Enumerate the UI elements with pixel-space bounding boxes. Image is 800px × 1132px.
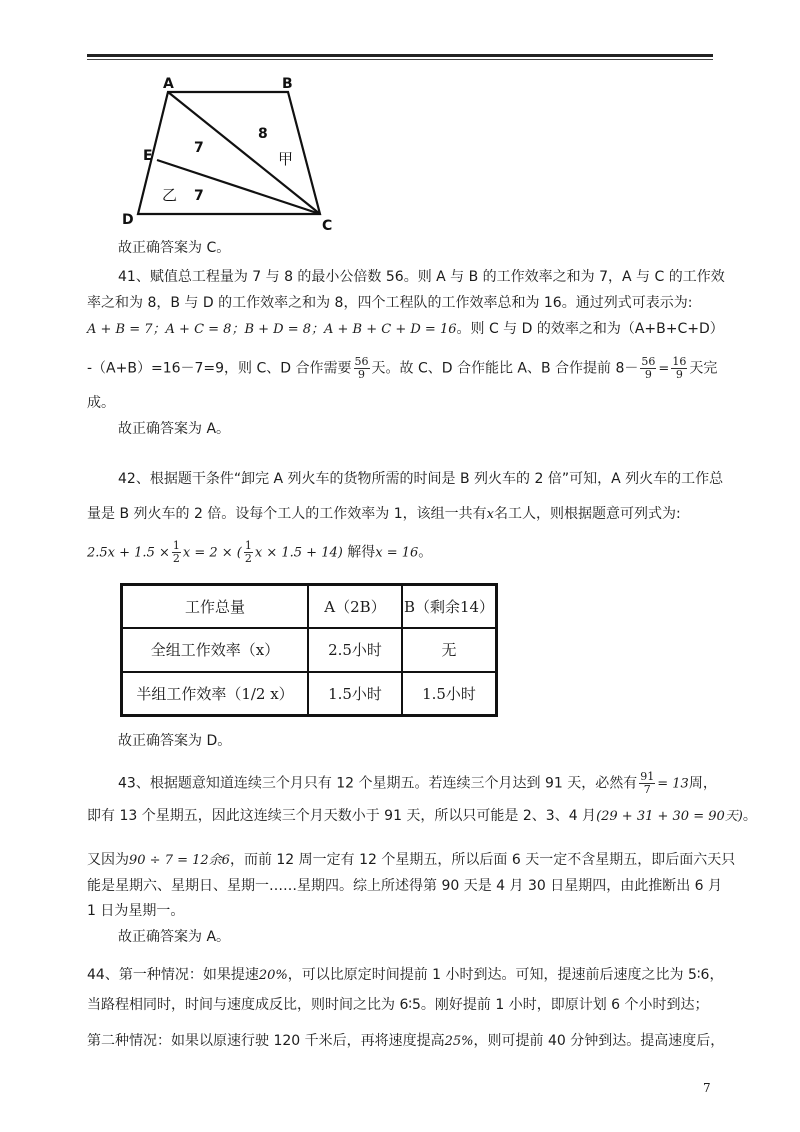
q41-answer: 故正确答案为 A。	[118, 421, 231, 437]
diagonal-ac	[168, 92, 320, 214]
table-cell: 1.5小时	[402, 672, 497, 716]
table-row	[122, 672, 497, 716]
header-rule	[87, 54, 713, 57]
table-header-cell: B（剩余14）	[402, 585, 497, 629]
trapezoid-figure	[110, 72, 350, 232]
q43-line2: 即有 13 个星期五，因此这连续三个月天数小于 91 天，所以只可能是 2、3、4 月(29 + 31 + 30 = 90天)。	[87, 808, 757, 824]
region-7-bottom: 7	[194, 188, 204, 204]
region-8: 8	[258, 126, 268, 142]
vertex-b: B	[282, 76, 293, 92]
q44-line1: 44、第一种情况：如果提速20%，可以比原定时间提前 1 小时到达。可知，提速前后速度之比为 5∶6，	[87, 967, 724, 983]
table-header-row	[122, 585, 497, 629]
table-row	[122, 628, 497, 671]
table-cell: 2.5小时	[308, 628, 402, 671]
q43-line1: 43、根据题意知道连续三个月只有 12 个星期五。若连续三个月达到 91 天，必然有 $\frac{91}{7}$ = 13周，	[118, 770, 717, 796]
q41-line3	[87, 319, 724, 340]
q43-answer: 故正确答案为 A。	[118, 929, 231, 945]
q43-line5: 1 日为星期一。	[87, 903, 185, 919]
table-header-cell: 工作总量	[122, 585, 309, 629]
header-rule-thin	[87, 59, 713, 60]
q42-line2: 量是 B 列火车的 2 倍。设每个工人的工作效率为 1，该组一共有x名工人，则根据题意可列式为:	[87, 506, 681, 522]
q40-answer: 故正确答案为 C。	[118, 240, 231, 256]
q44-line3: 第二种情况：如果以原速行驶 120 千米后，再将速度提高25%，则可提前 40 分钟到达。提高速度后，	[87, 1033, 725, 1049]
q42-equation-line: 2.5x + 1.5 × $\frac{1}{2}$ x = 2 × ( $\frac{1}{2}$ x × 1.5 + 14) 解得x = 16。	[87, 539, 433, 565]
vertex-a: A	[163, 76, 174, 92]
table-cell: 无	[402, 628, 497, 671]
q41-equations: A + B = 7；A + C = 8；B + D = 8；A + B + C + D = 16	[87, 322, 457, 337]
q42-equation: 2.5x + 1.5 ×	[87, 545, 170, 561]
vertex-c: C	[322, 218, 333, 232]
vertex-e: E	[143, 148, 153, 164]
vertex-d: D	[122, 212, 134, 228]
q42-line1: 42、根据题干条件“卸完 A 列火车的货物所需的时间是 B 列火车的 2 倍”可知，A 列火车的工作总	[118, 471, 724, 487]
q43-line3: 又因为90 ÷ 7 = 12余6，而前 12 周一定有 12 个星期五，所以后面 6 天一定不含星期五，即后面六天只	[87, 852, 736, 868]
q42-answer: 故正确答案为 D。	[118, 733, 232, 749]
q43-line4: 能是星期六、星期日、星期一……星期四。综上所述得第 90 天是 4 月 30 日星期四，由此推断出 6 月	[87, 878, 723, 894]
q41-line1: 41、赋值总工程量为 7 与 8 的最小公倍数 56。则 A 与 B 的工作效率之和为 7，A 与 C 的工作效	[118, 269, 725, 285]
region-7-top: 7	[194, 140, 204, 156]
table-cell: 半组工作效率（1/2 x）	[122, 672, 309, 716]
q41-line4: -（A+B）=16－7=9，则 C、D 合作需要 $\frac{56}{9}$ 天。故 C、D 合作能比 A、B 合作提前 8－ $\frac{56}{9}$ = $\frac{16}{9}$ 天完	[87, 355, 718, 381]
table-header-cell: A（2B）	[308, 585, 402, 629]
q41-line2: 率之和为 8，B 与 D 的工作效率之和为 8，四个工程队的工作效率总和为 16。通过列式可表示为:	[87, 295, 693, 311]
fraction-56-9-b: $\frac{56}{9}$	[641, 355, 656, 381]
fraction-half-b: $\frac{1}{2}$	[244, 539, 252, 565]
q44-line2: 当路程相同时，时间与速度成反比，则时间之比为 6∶5。刚好提前 1 小时，即原计划 6 个小时到达；	[87, 997, 709, 1013]
table-cell: 1.5小时	[308, 672, 402, 716]
region-yi: 乙	[162, 186, 178, 204]
q41-line3-tail: 。则 C 与 D 的效率之和为（A+B+C+D）	[456, 321, 724, 337]
fraction-56-9: $\frac{56}{9}$	[354, 355, 369, 381]
region-jia: 甲	[278, 150, 294, 168]
segment-ec	[157, 160, 320, 214]
fraction-half: $\frac{1}{2}$	[172, 539, 180, 565]
fraction-16-9: $\frac{16}{9}$	[672, 355, 687, 381]
q41-line5: 成。	[87, 395, 115, 411]
page-number: 7	[703, 1081, 711, 1095]
fraction-91-7: $\frac{91}{7}$	[640, 770, 655, 796]
work-table	[120, 583, 498, 717]
table-cell: 全组工作效率（x）	[122, 628, 309, 671]
